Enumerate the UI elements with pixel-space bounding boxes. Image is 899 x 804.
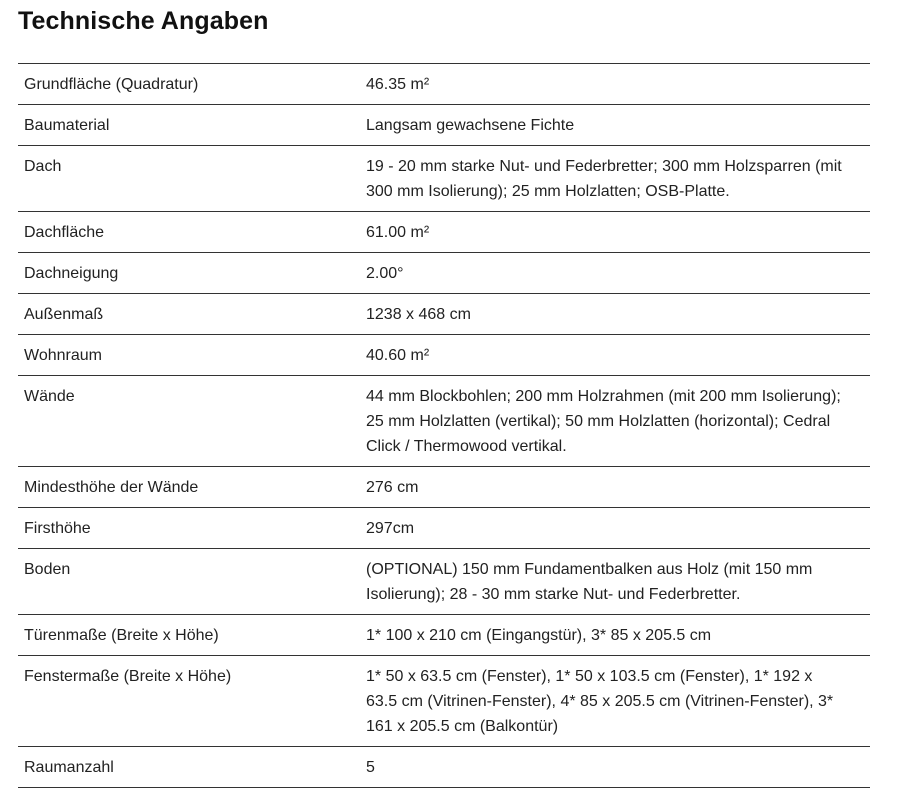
row-value: (OPTIONAL) 150 mm Fundamentbalken aus Holz (mit 150 mm Isolierung); 28 - 30 mm starke Nut- und Federbretter. — [366, 561, 813, 603]
row-value: 40.60 m² — [366, 347, 430, 364]
table-row — [18, 64, 870, 105]
row-value: 19 - 20 mm starke Nut- und Federbretter; 300 mm Holzsparren (mit 300 mm Isolierung); 25 mm Holzlatten; OSB-Platte. — [366, 158, 842, 200]
row-value: 5 — [366, 759, 375, 776]
table-row — [18, 146, 870, 212]
row-label: Firsthöhe — [24, 520, 91, 537]
row-value: 1* 100 x 210 cm (Eingangstür), 3* 85 x 205.5 cm — [366, 627, 712, 644]
table-row — [18, 467, 870, 508]
row-value: 61.00 m² — [366, 224, 430, 241]
row-label: Dachneigung — [24, 265, 119, 282]
table-row — [18, 656, 870, 747]
row-label: Wohnraum — [24, 347, 102, 364]
table-row — [18, 105, 870, 146]
row-label: Wände — [24, 388, 75, 405]
table-row — [18, 335, 870, 376]
row-label: Grundfläche (Quadratur) — [24, 76, 199, 93]
row-label: Fenstermaße (Breite x Höhe) — [24, 668, 232, 685]
table-row — [18, 747, 870, 788]
row-label: Dachfläche — [24, 224, 105, 241]
row-value: 46.35 m² — [366, 76, 430, 93]
specs-table — [18, 63, 870, 788]
specs-table-body — [18, 64, 870, 788]
row-label: Raumanzahl — [24, 759, 114, 776]
row-value: 1238 x 468 cm — [366, 306, 471, 323]
table-row — [18, 376, 870, 467]
section-title: Technische Angaben — [18, 7, 269, 35]
row-value: 297cm — [366, 520, 415, 537]
table-row — [18, 508, 870, 549]
table-row — [18, 253, 870, 294]
row-label: Mindesthöhe der Wände — [24, 479, 199, 496]
row-value: 1* 50 x 63.5 cm (Fenster), 1* 50 x 103.5 cm (Fenster), 1* 192 x 63.5 cm (Vitrinen-Fenster), 4* 85 x 205.5 cm (Vitrinen-Fenster), 3* 161 x 205.5 cm (Balkontür) — [366, 668, 834, 735]
row-label: Türenmaße (Breite x Höhe) — [24, 627, 219, 644]
row-value: 2.00° — [366, 265, 404, 282]
row-value: Langsam gewachsene Fichte — [366, 117, 575, 134]
row-value: 44 mm Blockbohlen; 200 mm Holzrahmen (mit 200 mm Isolierung); 25 mm Holzlatten (vertikal); 50 mm Holzlatten (horizontal); Cedral Click / Thermowood vertikal. — [366, 388, 841, 455]
row-label: Baumaterial — [24, 117, 110, 134]
table-row — [18, 615, 870, 656]
row-value: 276 cm — [366, 479, 419, 496]
table-row — [18, 212, 870, 253]
table-row — [18, 294, 870, 335]
row-label: Außenmaß — [24, 306, 104, 323]
table-row — [18, 549, 870, 615]
row-label: Dach — [24, 158, 62, 175]
row-label: Boden — [24, 561, 71, 578]
